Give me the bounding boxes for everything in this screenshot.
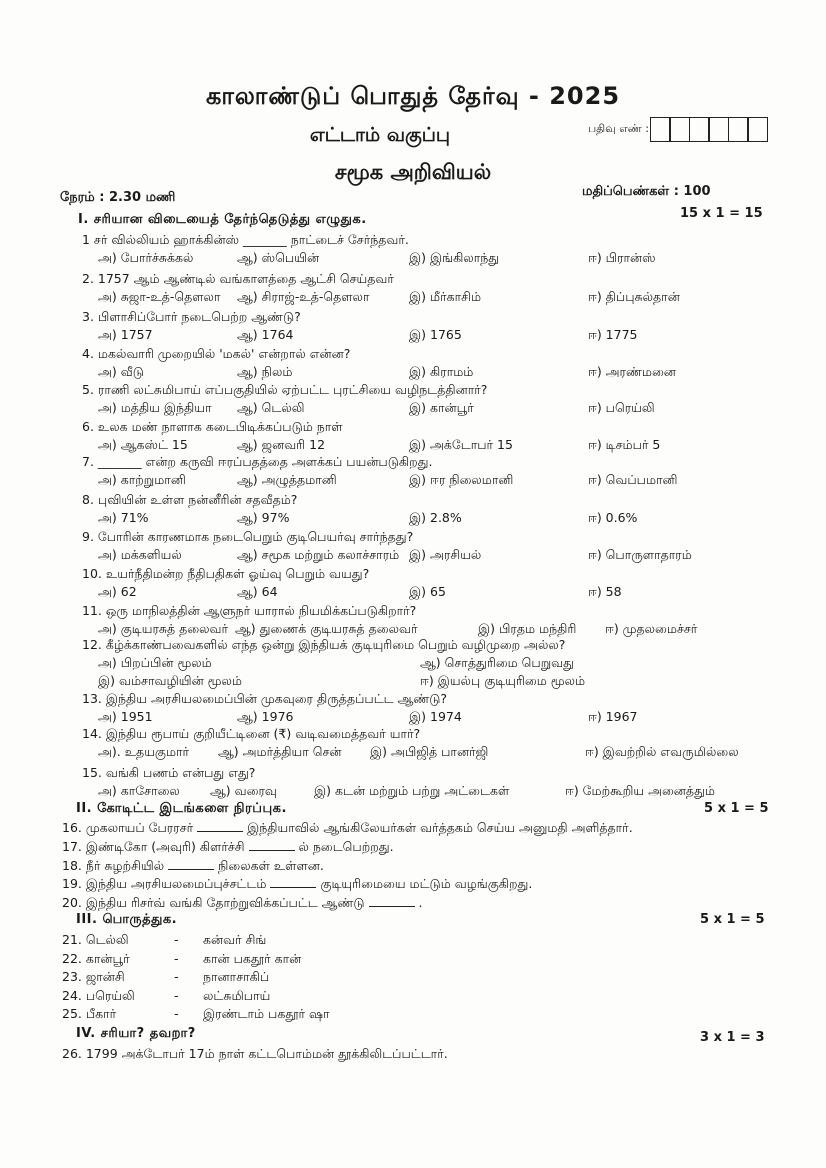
fill-blank-pre: 20. இந்திய ரிசர்வ் வங்கி தோற்றுவிக்கப்பட்ட ஆண்டு — [62, 895, 369, 910]
section-1-heading: I. சரியான விடையைத் தேர்ந்தெடுத்து எழுதுக. — [78, 212, 367, 227]
fill-blank-pre: 17. இண்டிகோ (அவுரி) கிளர்ச்சி — [62, 839, 249, 854]
option-a: அ) பிறப்பின் மூலம் — [98, 655, 212, 670]
option-d: ஈ) இயல்பு குடியுரிமை மூலம் — [420, 673, 586, 688]
match-left: 24. பரெய்லி — [62, 988, 135, 1003]
option-c: இ) 1765 — [409, 327, 462, 342]
option-c: இ) கடன் மற்றும் பற்று அட்டைகள் — [314, 783, 510, 798]
fill-blank-item — [62, 839, 394, 856]
option-a: அ) காசோலை — [98, 783, 180, 798]
question-text: 10. உயர்நீதிமன்ற நீதிபதிகள் ஓய்வு பெறும் வயது? — [82, 566, 370, 581]
option-d: ஈ) திப்புசுல்தான் — [588, 289, 680, 304]
option-c: இ) கான்பூர் — [409, 400, 474, 415]
register-label: பதிவு எண் : — [588, 122, 650, 135]
option-a: அ) 71% — [98, 510, 149, 525]
question-text: 12. கீழ்க்காண்பவைகளில் எந்த ஒன்று இந்தியக் குடியுரிமை பெறும் வழிமுறை அல்ல? — [82, 637, 566, 652]
register-cells — [651, 117, 768, 142]
section-3-marks: 5 x 1 = 5 — [700, 912, 765, 927]
question-text: 1 சர் வில்லியம் ஹாக்கின்ஸ் _______ நாட்டைச் சேர்ந்தவர். — [82, 232, 409, 247]
question-text: 13. இந்திய அரசியலமைப்பின் முகவுரை திருத்தப்பட்ட ஆண்டு? — [82, 691, 448, 706]
option-c: இ) 1974 — [409, 709, 462, 724]
option-c: இ) 65 — [409, 584, 446, 599]
option-d: ஈ) மேற்கூறிய அனைத்தும் — [565, 783, 715, 798]
option-b: ஆ) 97% — [237, 510, 290, 525]
option-c: இ) இங்கிலாந்து — [409, 250, 500, 265]
match-right: லட்சுமிபாய் — [203, 988, 271, 1003]
option-d: ஈ) பொருளாதாரம் — [588, 547, 692, 562]
option-a: அ) 1951 — [98, 709, 153, 724]
option-b: ஆ) 1976 — [237, 709, 294, 724]
section-1-marks: 15 x 1 = 15 — [680, 206, 763, 221]
option-d: ஈ) டிசம்பர் 5 — [588, 437, 661, 452]
option-c: இ) கிராமம் — [409, 364, 474, 379]
option-b: ஆ) 1764 — [237, 327, 294, 342]
option-a: அ). உதயகுமார் — [98, 744, 190, 759]
option-b: ஆ) அமர்த்தியா சென் — [218, 744, 342, 759]
question-text: 11. ஒரு மாநிலத்தின் ஆளுநர் யாரால் நியமிக்கப்படுகிறார்? — [82, 603, 417, 618]
question-text: 15. வங்கி பணம் என்பது எது? — [82, 765, 256, 780]
option-c: இ) மீர்காசிம் — [409, 289, 482, 304]
fill-blank-pre: 18. நீர் சுழற்சியில் — [62, 858, 169, 873]
question-text: 4. மகல்வாரி முறையில் 'மகல்' என்றால் என்ன? — [82, 346, 351, 361]
option-c: இ) ஈர நிலைமானி — [409, 472, 514, 487]
option-d: ஈ) 1775 — [588, 327, 638, 342]
option-a: அ) குடியரசுத் தலைவர் — [98, 621, 229, 636]
blank-line — [197, 821, 243, 832]
option-b: ஆ) வரைவு — [210, 783, 277, 798]
option-d: ஈ) இவற்றில் எவருமில்லை — [585, 744, 739, 759]
question-text: 14. இந்திய ரூபாய் குறியீட்டினை (₹) வடிவமைத்தவர் யார்? — [82, 726, 421, 741]
match-right: கன்வர் சிங் — [203, 932, 267, 947]
blank-line — [369, 896, 415, 907]
fill-blank-pre: 16. முகலாயப் பேரரசர் — [62, 820, 198, 835]
option-d: ஈ) 0.6% — [588, 510, 638, 525]
option-c: இ) 2.8% — [409, 510, 462, 525]
match-left: 25. பீகார் — [62, 1006, 117, 1021]
true-false-item: 26. 1799 அக்டோபர் 17ம் நாள் கட்டபொம்மன் தூக்கிலிடப்பட்டார். — [62, 1046, 448, 1061]
fill-blank-post: குடியுரிமையை மட்டும் வழங்குகிறது. — [316, 876, 533, 891]
match-left: 22. கான்பூர் — [62, 951, 130, 966]
option-d: ஈ) வெப்பமானி — [588, 472, 678, 487]
option-c: இ) அபிஜித் பானர்ஜி — [370, 744, 489, 759]
max-marks-label: மதிப்பெண்கள் : 100 — [582, 184, 711, 199]
section-4-marks: 3 x 1 = 3 — [700, 1030, 765, 1045]
option-c: இ) வம்சாவழியின் மூலம் — [98, 673, 242, 688]
blank-line — [249, 840, 295, 851]
option-d: ஈ) பரெய்லி — [588, 400, 655, 415]
option-b: ஆ) நிலம் — [237, 364, 293, 379]
option-d: ஈ) 1967 — [588, 709, 638, 724]
fill-blank-post: இந்தியாவில் ஆங்கிலேயர்கள் வர்த்தகம் செய்ய அனுமதி அளித்தார். — [243, 820, 633, 835]
register-number-box — [588, 117, 768, 142]
section-4-heading: IV. சரியா? தவறா? — [76, 1026, 196, 1041]
question-text: 8. புவியின் உள்ள நன்னீரின் சதவீதம்? — [82, 492, 298, 507]
option-a: அ) காற்றுமானி — [98, 472, 186, 487]
blank-line — [270, 877, 316, 888]
option-c: இ) அக்டோபர் 15 — [409, 437, 513, 452]
option-a: அ) போர்ச்சுக்கல் — [98, 250, 194, 265]
match-left: 21. டெல்லி — [62, 932, 129, 947]
option-b: ஆ) துணைக் குடியரசுத் தலைவர் — [235, 621, 418, 636]
option-b: ஆ) டெல்லி — [237, 400, 305, 415]
fill-blank-item — [62, 895, 422, 912]
question-text: 9. போரின் காரணமாக நடைபெறும் குடிபெயர்வு சார்ந்தது? — [82, 529, 414, 544]
option-d: ஈ) அரண்மனை — [588, 364, 676, 379]
exam-title: காலாண்டுப் பொதுத் தேர்வு - 2025 — [205, 82, 621, 110]
option-a: அ) ஆகஸ்ட் 15 — [98, 437, 188, 452]
option-b: ஆ) சமூக மற்றும் கலாச்சாரம் — [237, 547, 400, 562]
fill-blank-post: . — [414, 895, 423, 910]
option-a: அ) மத்திய இந்தியா — [98, 400, 212, 415]
option-d: ஈ) 58 — [588, 584, 622, 599]
blank-line — [168, 859, 214, 870]
option-c: இ) அரசியல் — [409, 547, 482, 562]
fill-blank-item — [62, 876, 532, 893]
match-right: இரண்டாம் பகதூர் ஷா — [203, 1006, 330, 1021]
option-c: இ) பிரதம மந்திரி — [478, 621, 577, 636]
grade-label: எட்டாம் வகுப்பு — [309, 124, 451, 146]
option-a: அ) சுஜா-உத்-தௌலா — [98, 289, 221, 304]
option-b: ஆ) 64 — [237, 584, 278, 599]
match-dash: - — [174, 969, 179, 984]
option-a: அ) 1757 — [98, 327, 153, 342]
option-a: அ) மக்களியல் — [98, 547, 182, 562]
option-b: ஆ) சிராஜ்-உத்-தௌலா — [237, 289, 370, 304]
match-dash: - — [174, 1006, 179, 1021]
time-label: நேரம் : 2.30 மணி — [60, 190, 176, 205]
subject-label: சமூக அறிவியல் — [334, 160, 492, 184]
question-text: 2. 1757 ஆம் ஆண்டில் வங்காளத்தை ஆட்சி செய்தவர் — [82, 271, 394, 286]
question-text: 5. ராணி லட்சுமிபாய் எப்பகுதியில் ஏற்பட்ட புரட்சியை வழிநடத்தினார்? — [82, 382, 488, 397]
match-dash: - — [174, 988, 179, 1003]
question-text: 3. பிளாசிப்போர் நடைபெற்ற ஆண்டு? — [82, 309, 301, 324]
option-b: ஆ) சொத்துரிமை பெறுவது — [420, 655, 574, 670]
fill-blank-post: நிலைகள் உள்ளன. — [214, 858, 324, 873]
option-a: அ) வீடு — [98, 364, 144, 379]
section-3-heading: III. பொருத்துக. — [76, 912, 178, 927]
option-b: ஆ) ஸ்பெயின் — [237, 250, 320, 265]
fill-blank-pre: 19. இந்திய அரசியலமைப்புச்சட்டம் — [62, 876, 271, 891]
fill-blank-item — [62, 858, 324, 875]
match-dash: - — [174, 932, 179, 947]
option-d: ஈ) பிரான்ஸ் — [588, 250, 656, 265]
match-right: நானாசாகிப் — [203, 969, 270, 984]
match-right: கான் பகதூர் கான் — [203, 951, 302, 966]
fill-blank-post: ல் நடைபெற்றது. — [294, 839, 394, 854]
option-b: ஆ) ஜனவரி 12 — [237, 437, 326, 452]
match-left: 23. ஜான்சி — [62, 969, 125, 984]
match-dash: - — [174, 951, 179, 966]
section-2-marks: 5 x 1 = 5 — [704, 801, 769, 816]
option-b: ஆ) அழுத்தமானி — [237, 472, 337, 487]
question-text: 7. _______ என்ற கருவி ஈரப்பதத்தை அளக்கப் பயன்படுகிறது. — [82, 454, 433, 469]
section-2-heading: II. கோடிட்ட இடங்களை நிரப்புக. — [76, 801, 287, 816]
option-d: ஈ) முதலமைச்சர் — [605, 621, 698, 636]
option-a: அ) 62 — [98, 584, 137, 599]
fill-blank-item — [62, 820, 633, 837]
question-text: 6. உலக மண் நாளாக கடைபிடிக்கப்படும் நாள் — [82, 419, 343, 434]
